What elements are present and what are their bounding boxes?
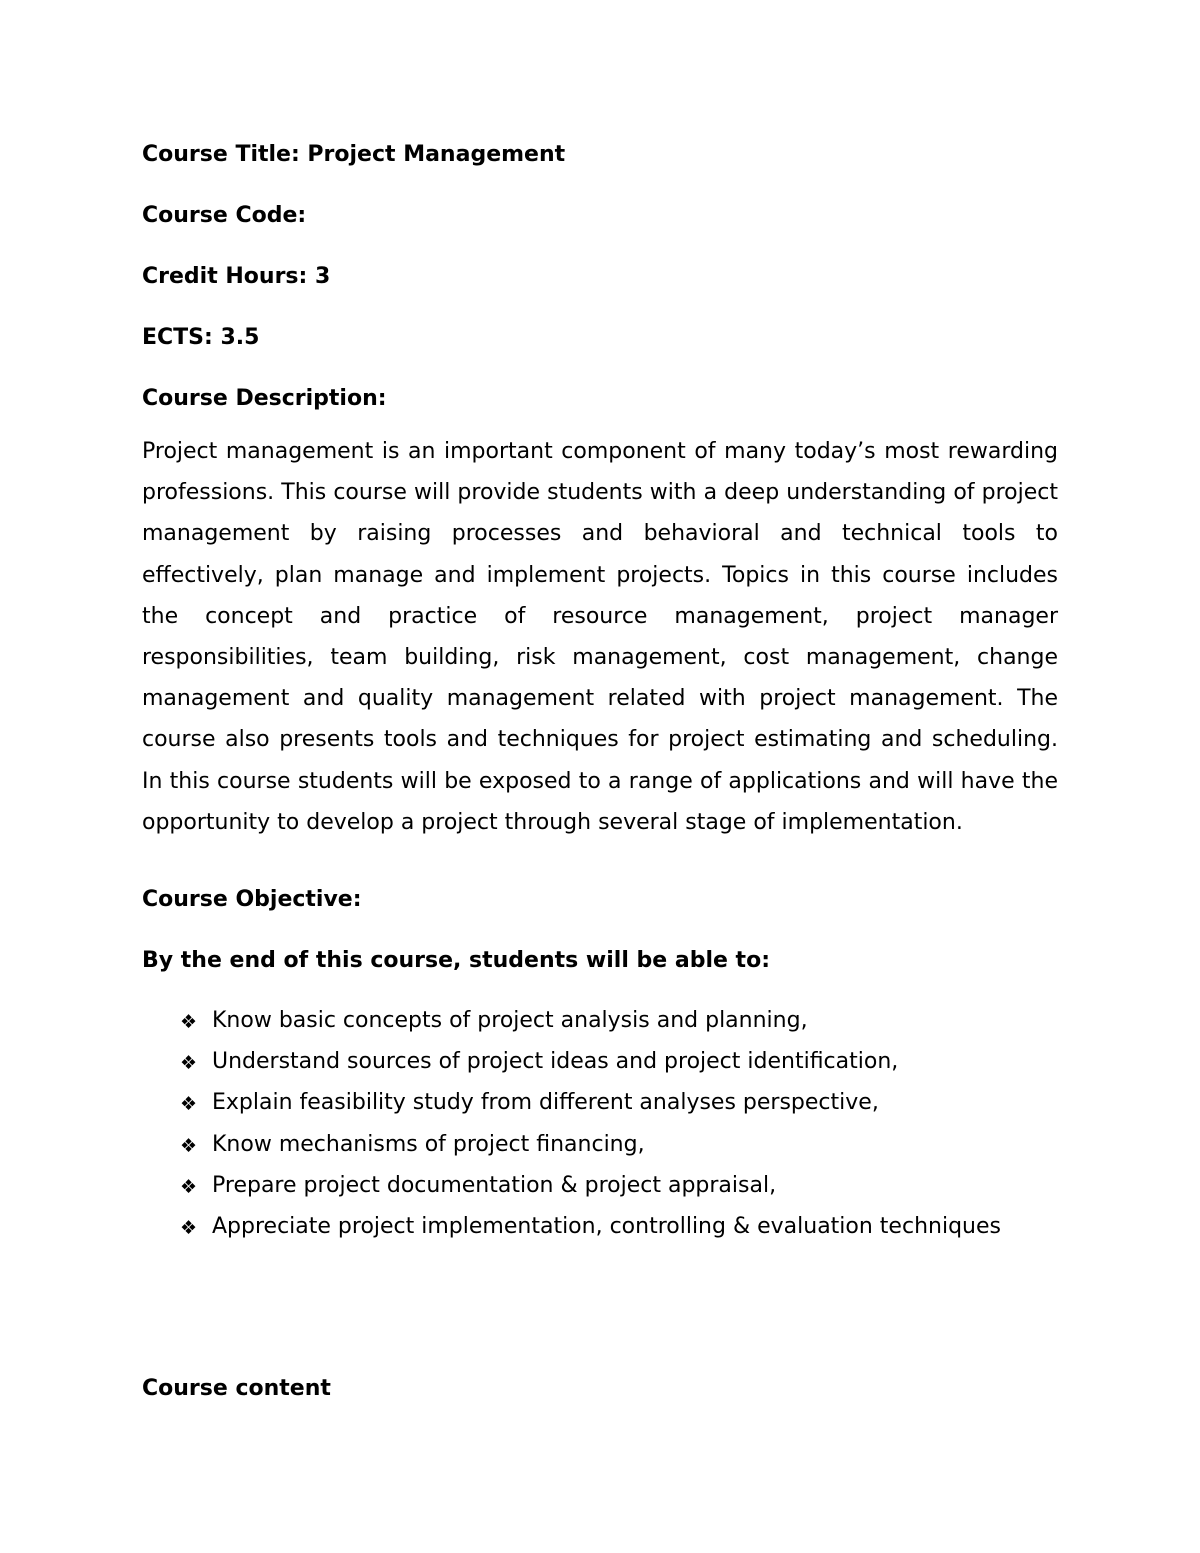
diamond-bullet-icon: ❖ <box>180 1134 198 1157</box>
diamond-bullet-icon: ❖ <box>180 1175 198 1198</box>
objective-text: Appreciate project implementation, controlling & evaluation techniques <box>212 1213 1001 1239</box>
objective-list <box>180 1006 1001 1253</box>
course-description-heading: Course Description: <box>142 386 387 411</box>
document-page <box>142 0 1058 1553</box>
list-item <box>180 1006 1001 1047</box>
course-objective-heading: Course Objective: <box>142 887 362 912</box>
objective-text: Understand sources of project ideas and project identification, <box>212 1049 899 1075</box>
list-item <box>180 1130 1001 1171</box>
objective-text: Know mechanisms of project financing, <box>212 1131 645 1157</box>
list-item <box>180 1212 1001 1253</box>
objective-text: Explain feasibility study from different analyses perspective, <box>212 1090 879 1116</box>
diamond-bullet-icon: ❖ <box>180 1216 198 1239</box>
diamond-bullet-icon: ❖ <box>180 1093 198 1116</box>
diamond-bullet-icon: ❖ <box>180 1052 198 1075</box>
objective-text: Know basic concepts of project analysis and planning, <box>212 1008 808 1033</box>
course-code: Course Code: <box>142 203 307 228</box>
course-description-body: Project management is an important component of many today’s most rewarding professions. This course will provide students with a deep understanding of project management by raising processes and behavioral and technical tools to effectively, plan manage and implement projects. Topics in this course includes the concept and practice of resource management, project manager responsibilities, team building, risk management, cost management, change management and quality management related with project management. The course also presents tools and techniques for project estimating and scheduling. In this course students will be exposed to a range of applications and will have the opportunity to develop a project through several stage of implementation. <box>142 439 1058 835</box>
course-title: Course Title: Project Management <box>142 142 566 167</box>
objective-intro: By the end of this course, students will be able to: <box>142 948 770 973</box>
list-item <box>180 1171 1001 1212</box>
credit-hours: Credit Hours: 3 <box>142 264 331 289</box>
course-content-heading: Course content <box>142 1376 331 1401</box>
list-item <box>180 1047 1001 1088</box>
objective-text: Prepare project documentation & project appraisal, <box>212 1172 777 1198</box>
list-item <box>180 1088 1001 1129</box>
diamond-bullet-icon: ❖ <box>180 1011 198 1033</box>
ects: ECTS: 3.5 <box>142 325 260 350</box>
